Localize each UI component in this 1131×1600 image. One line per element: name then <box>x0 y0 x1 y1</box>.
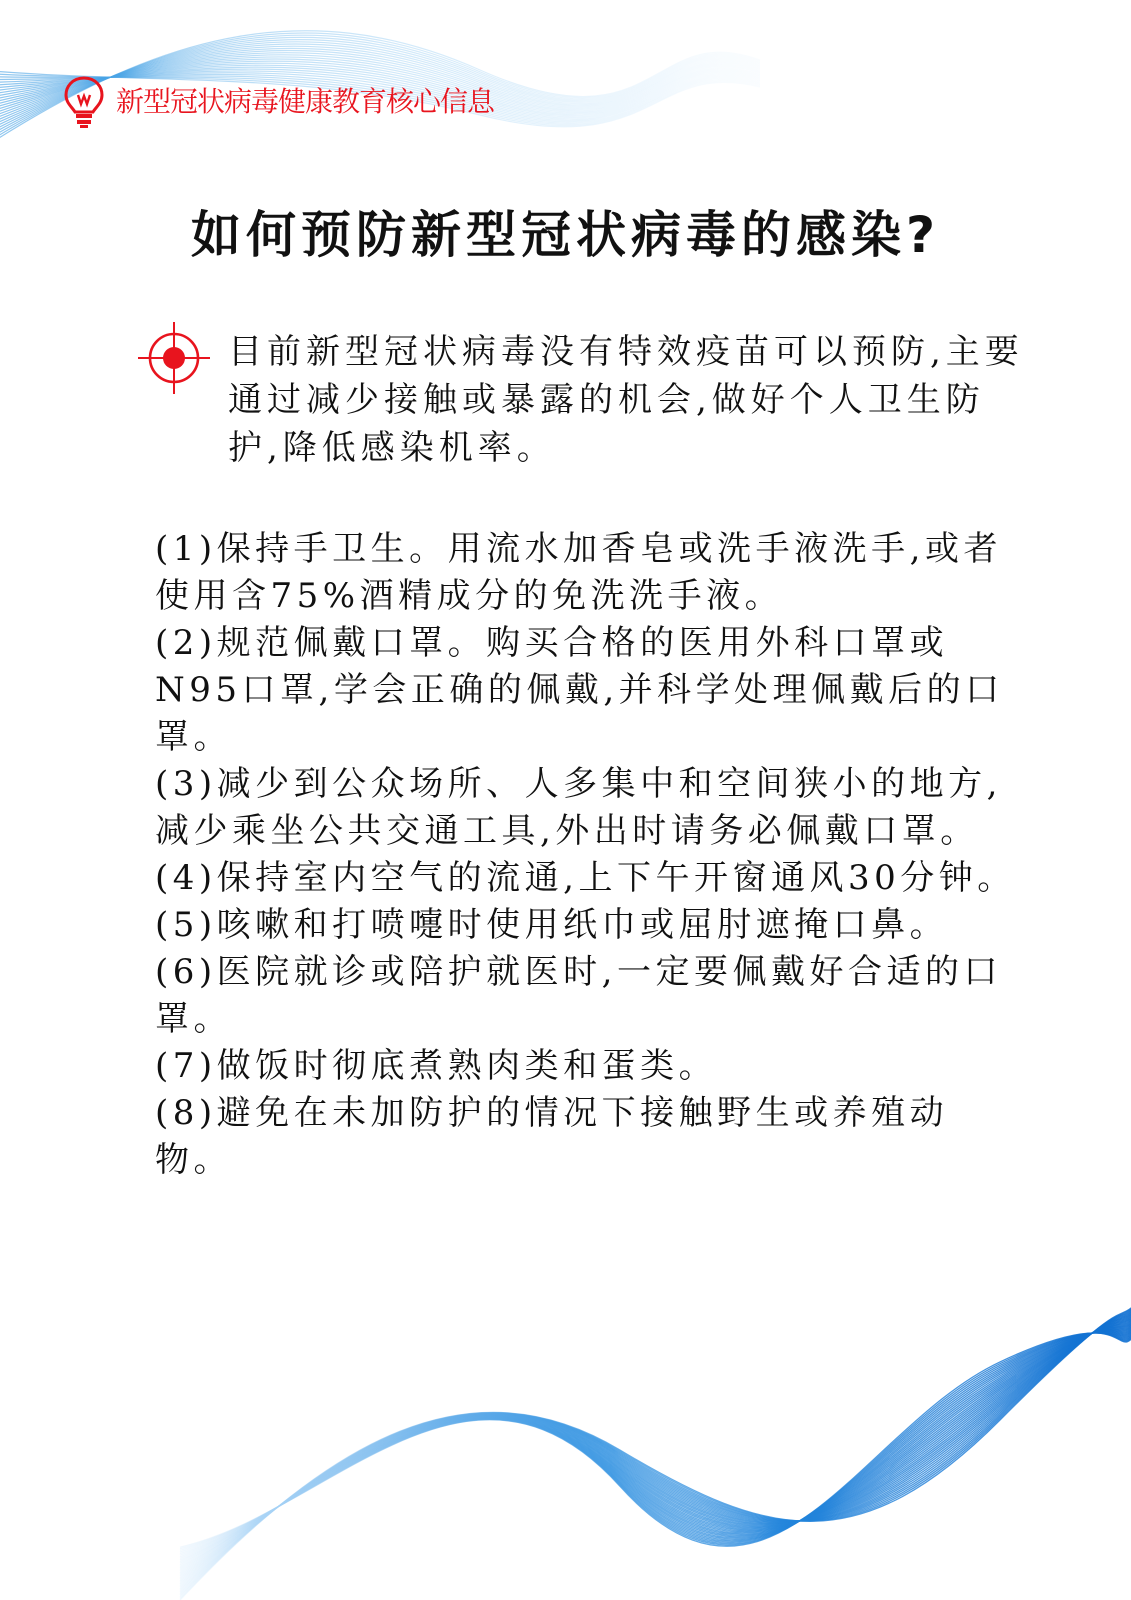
prevention-list <box>155 526 1025 1184</box>
bottom-wave <box>180 1300 1131 1600</box>
list-item: (6)医院就诊或陪护就医时,一定要佩戴好合适的口罩。 <box>155 952 1002 1039</box>
list-item: (1)保持手卫生。用流水加香皂或洗手液洗手,或者使用含75%酒精成分的免洗洗手液。 <box>155 529 1002 616</box>
page-title: 如何预防新型冠状病毒的感染? <box>190 206 940 264</box>
list-item: (4)保持室内空气的流通,上下午开窗通风30分钟。 <box>155 858 1016 898</box>
list-item: (7)做饭时彻底煮熟肉类和蛋类。 <box>155 1046 718 1086</box>
list-item: (8)避免在未加防护的情况下接触野生或养殖动物。 <box>155 1093 949 1180</box>
target-icon <box>136 320 212 396</box>
list-item: (5)咳嗽和打喷嚏时使用纸巾或屈肘遮掩口鼻。 <box>155 905 949 945</box>
header-title: 新型冠状病毒健康教育核心信息 <box>116 85 495 118</box>
lightbulb-icon <box>58 72 110 128</box>
list-item: (3)减少到公众场所、人多集中和空间狭小的地方,减少乘坐公共交通工具,外出时请务必佩戴口罩。 <box>155 764 1002 851</box>
intro-text: 目前新型冠状病毒没有特效疫苗可以预防,主要通过减少接触或暴露的机会,做好个人卫生防护,降低感染机率。 <box>228 332 1024 468</box>
list-item: (2)规范佩戴口罩。购买合格的医用外科口罩或N95口罩,学会正确的佩戴,并科学处理佩戴后的口罩。 <box>155 623 1004 757</box>
header <box>58 70 494 130</box>
